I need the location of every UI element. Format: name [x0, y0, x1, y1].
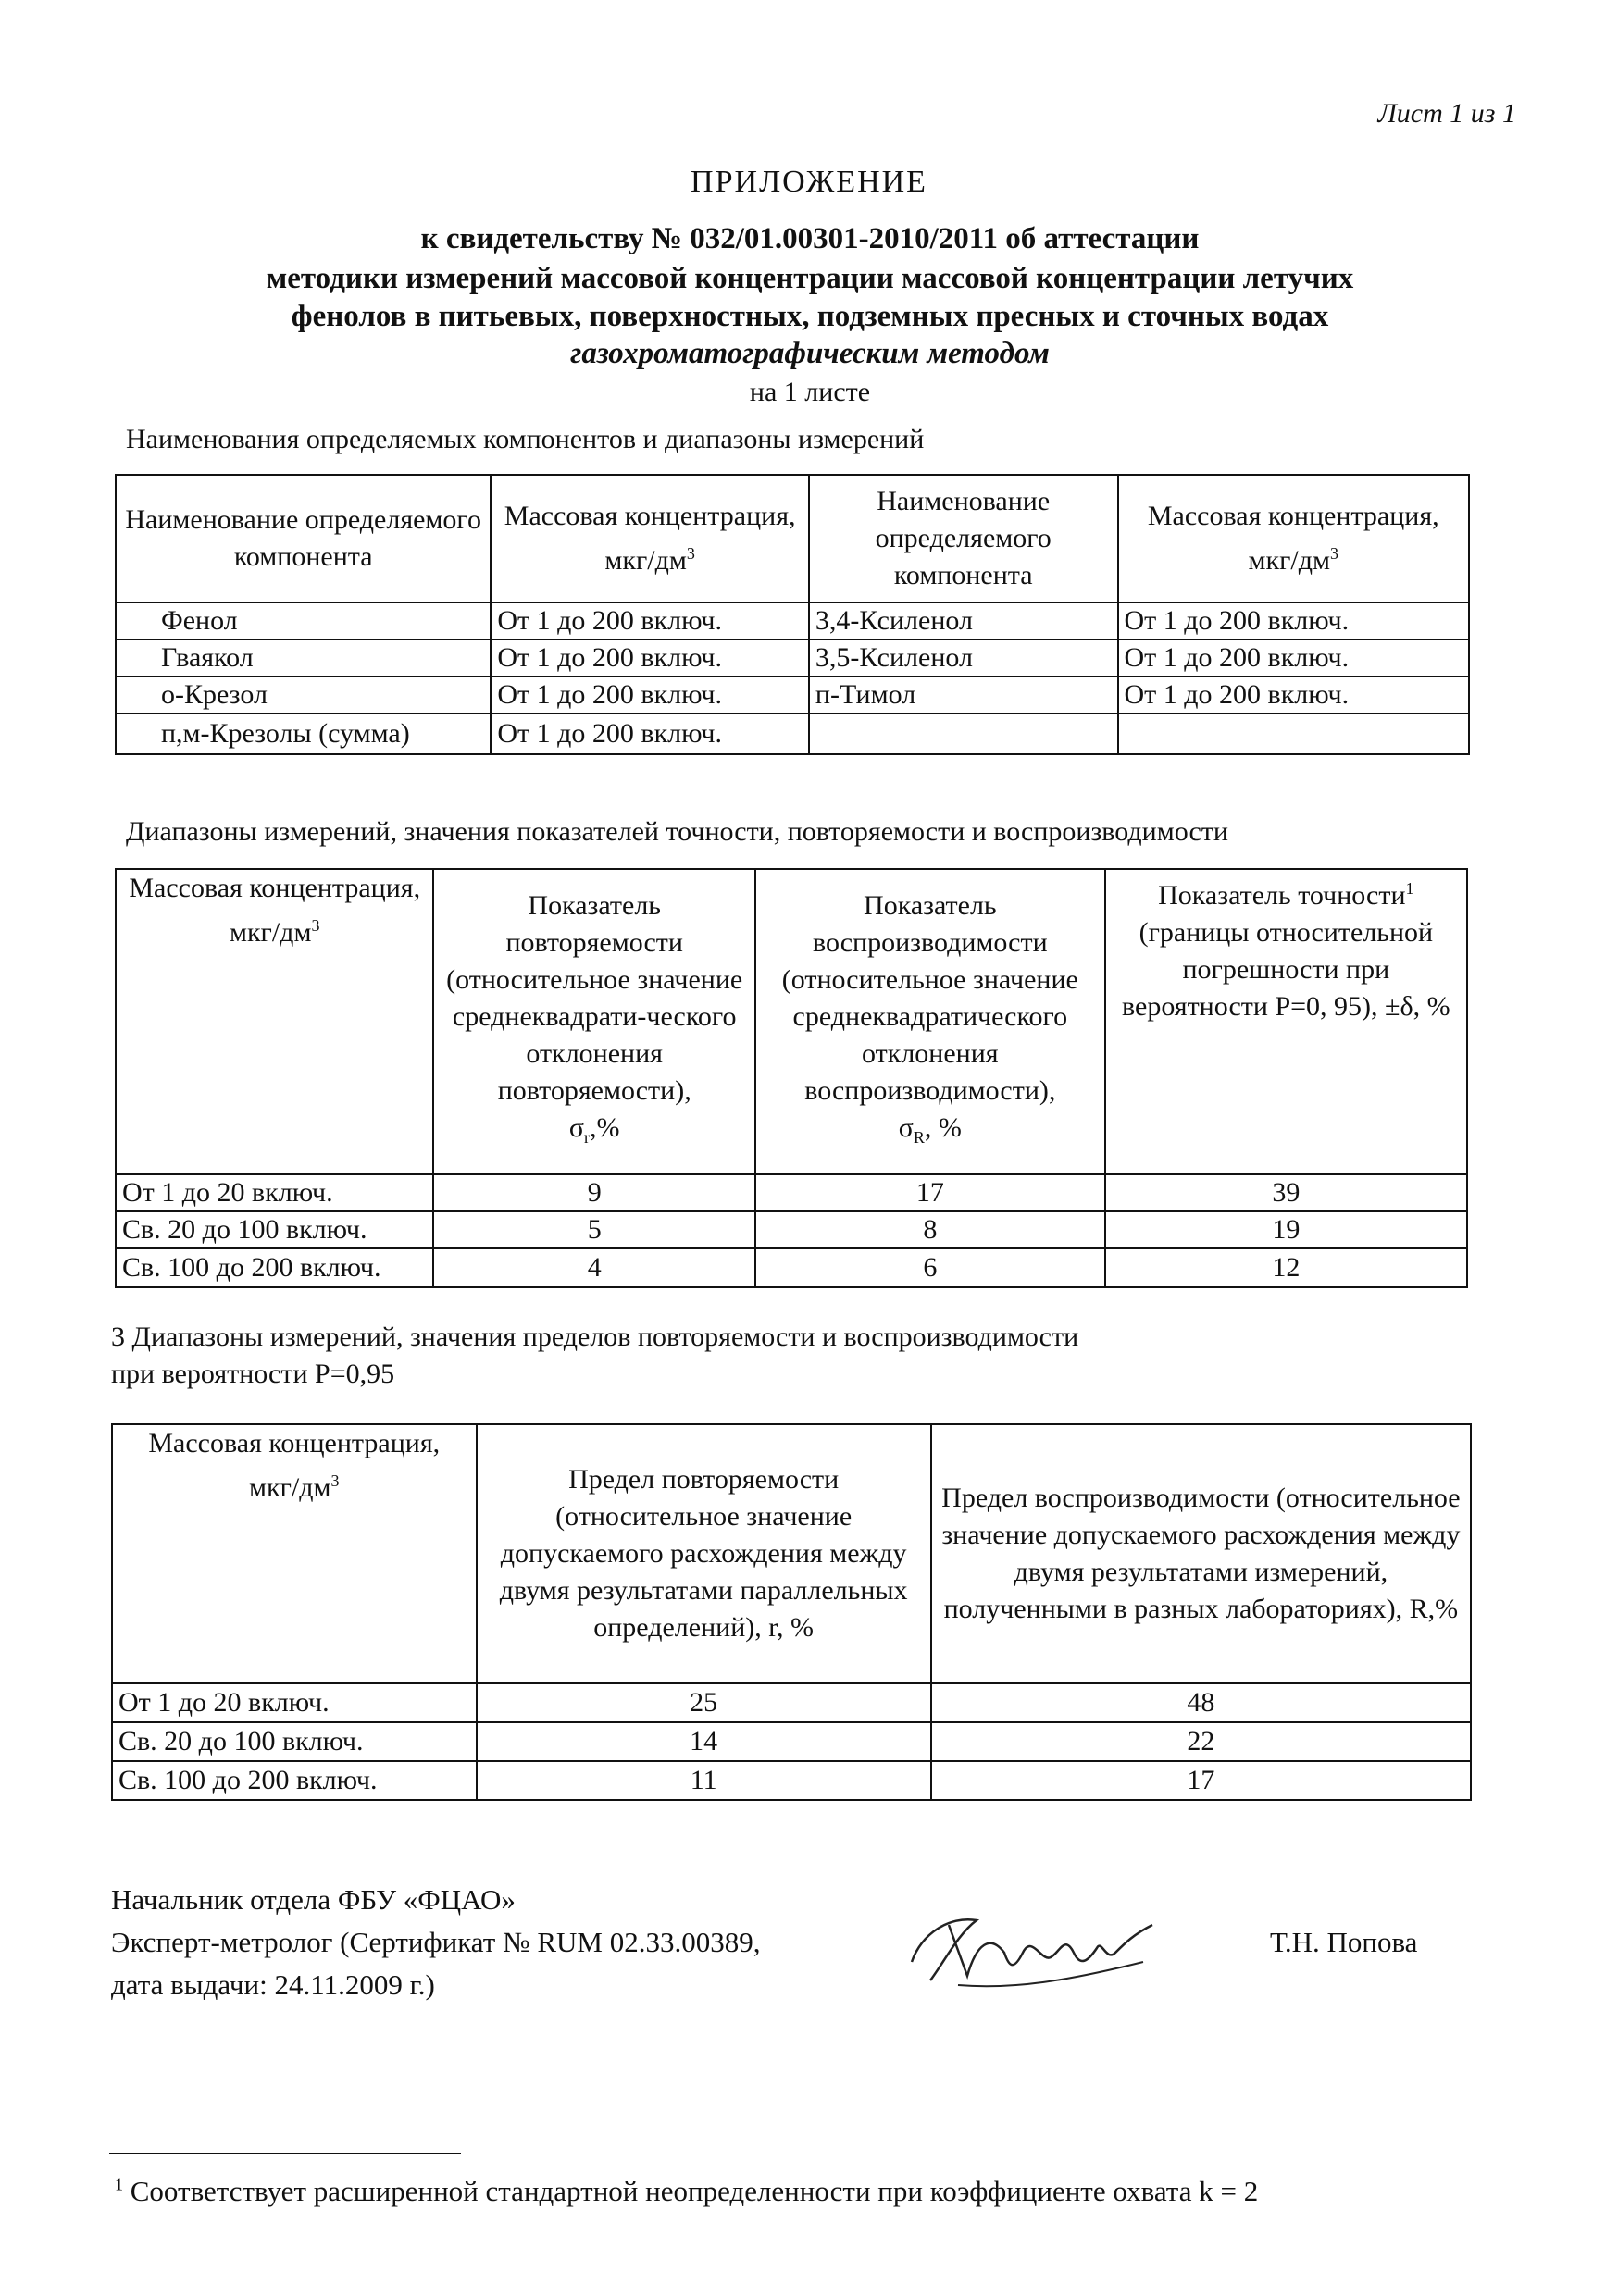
- footnote: [115, 2175, 1258, 2208]
- table-row: [116, 602, 1469, 639]
- table1-cell: 3,5-Ксиленол: [809, 639, 1118, 676]
- signer-issue-date: дата выдачи: 24.11.2009 г.): [111, 1968, 435, 2001]
- table2-header-row: [116, 869, 1467, 1174]
- table2-cell: 9: [433, 1174, 755, 1211]
- table-row: [112, 1722, 1471, 1761]
- table-row: [116, 639, 1469, 676]
- limits-table: [111, 1423, 1472, 1801]
- table-row: [112, 1761, 1471, 1800]
- table-row: [116, 676, 1469, 714]
- table3-caption-line-2: при вероятности Р=0,95: [111, 1359, 395, 1389]
- footnote-divider: [109, 2153, 461, 2154]
- table1-cell: От 1 до 200 включ.: [491, 714, 809, 754]
- table1-cell: п-Тимол: [809, 676, 1118, 714]
- table2-cell: 8: [755, 1211, 1105, 1248]
- header-pages: на 1 листе: [749, 377, 871, 407]
- table2-cell: 5: [433, 1211, 755, 1248]
- table1-cell: От 1 до 200 включ.: [1118, 639, 1469, 676]
- signer-name: Т.Н. Попова: [1270, 1926, 1418, 1958]
- table1-cell: От 1 до 200 включ.: [491, 602, 809, 639]
- table-row: [116, 1174, 1467, 1211]
- table3-cell: От 1 до 20 включ.: [112, 1683, 477, 1722]
- table1-cell: [1118, 714, 1469, 754]
- page-title: ПРИЛОЖЕНИЕ: [691, 165, 927, 199]
- table2-col-concentration: Массовая концентрация, мкг/$дм^3$: [116, 869, 433, 1174]
- table1-cell: п,м-Крезолы (сумма): [116, 714, 491, 754]
- table3-cell: 48: [931, 1683, 1471, 1722]
- handwritten-signature: [902, 1897, 1171, 1999]
- table3-col-concentration: Массовая концентрация, мкг/$дм^3$: [112, 1424, 477, 1683]
- table2-cell: 19: [1105, 1211, 1467, 1248]
- table1-cell: о-Крезол: [116, 676, 491, 714]
- table3-cell: 22: [931, 1722, 1471, 1761]
- signer-position: Начальник отдела ФБУ «ФЦАО»: [111, 1883, 516, 1916]
- table3-header-row: [112, 1424, 1471, 1683]
- table1-cell: 3,4-Ксиленол: [809, 602, 1118, 639]
- table1-col-component-2: Наименование определяемого компонента: [809, 475, 1118, 602]
- table2-caption: Диапазоны измерений, значения показателей точности, повторяемости и воспроизводимости: [126, 816, 1228, 847]
- table2-cell: От 1 до 20 включ.: [116, 1174, 433, 1211]
- signature-block: [111, 1879, 761, 2006]
- table2-col-reproducibility: Показатель воспроизводимости (относительное значение среднеквадратического отклонения воспроизводимости), $\sigma_R$, %: [755, 869, 1105, 1174]
- table2-cell: 12: [1105, 1248, 1467, 1287]
- footnote-mark: 1: [115, 2175, 123, 2194]
- table2-cell: 17: [755, 1174, 1105, 1211]
- table3-cell: 11: [477, 1761, 931, 1800]
- table-row: [116, 714, 1469, 754]
- table2-cell: Св. 100 до 200 включ.: [116, 1248, 433, 1287]
- table3-cell: 14: [477, 1722, 931, 1761]
- table1-col-component: Наименование определяемого компонента: [116, 475, 491, 602]
- table1-cell: [809, 714, 1118, 754]
- table1-cell: От 1 до 200 включ.: [1118, 676, 1469, 714]
- table1-header-row: [116, 475, 1469, 602]
- table1-caption: Наименования определяемых компонентов и диапазоны измерений: [126, 424, 925, 454]
- table3-cell: 25: [477, 1683, 931, 1722]
- sheet-number: Лист 1 из 1: [1377, 98, 1516, 129]
- table1-cell: От 1 до 200 включ.: [491, 639, 809, 676]
- table-row: [112, 1683, 1471, 1722]
- footnote-text: Соответствует расширенной стандартной неопределенности при коэффициенте охвата k = 2: [130, 2175, 1259, 2207]
- table1-cell: Гваякол: [116, 639, 491, 676]
- table1-cell: От 1 до 200 включ.: [1118, 602, 1469, 639]
- table1-cell: Фенол: [116, 602, 491, 639]
- table1-col-concentration-2: Массовая концентрация, мкг/$дм^3$: [1118, 475, 1469, 602]
- table1-col-concentration: Массовая концентрация, мкг/$дм^3$: [491, 475, 809, 602]
- table3-cell: Св. 100 до 200 включ.: [112, 1761, 477, 1800]
- header-line-2: методики измерений массовой концентрации массовой концентрации летучих: [266, 262, 1354, 295]
- table3-caption-line-1: 3 Диапазоны измерений, значения пределов повторяемости и воспроизводимости: [111, 1322, 1079, 1352]
- table3-col-repeatability-limit: Предел повторяемости (относительное значение допускаемого расхождения между двумя результатами параллельных определений), r, %: [477, 1424, 931, 1683]
- table2-cell: 6: [755, 1248, 1105, 1287]
- table2-cell: Св. 20 до 100 включ.: [116, 1211, 433, 1248]
- table3-cell: 17: [931, 1761, 1471, 1800]
- table2-col-repeatability: Показатель повторяемости (относительное значение среднеквадрати-ческого отклонения повторяемости), $\sigma_r,\%$: [433, 869, 755, 1174]
- table3-col-reproducibility-limit: Предел воспроизводимости (относительное значение допускаемого расхождения между двумя результатами измерений, полученными в разных лабораториях), R,%: [931, 1424, 1471, 1683]
- table2-cell: 4: [433, 1248, 755, 1287]
- header-method: газохроматографическим методом: [570, 337, 1050, 370]
- table2-cell: 39: [1105, 1174, 1467, 1211]
- table3-cell: Св. 20 до 100 включ.: [112, 1722, 477, 1761]
- signer-certificate: Эксперт-метролог (Сертификат № RUM 02.33.00389,: [111, 1926, 761, 1958]
- table-row: [116, 1211, 1467, 1248]
- accuracy-table: [115, 868, 1468, 1288]
- table2-col-accuracy: Показатель точности$^1$ (границы относительной погрешности при вероятности Р=0, 95), ±δ, %: [1105, 869, 1467, 1174]
- table1-cell: От 1 до 200 включ.: [491, 676, 809, 714]
- table-row: [116, 1248, 1467, 1287]
- header-line-3: фенолов в питьевых, поверхностных, подземных пресных и сточных водах: [291, 300, 1329, 333]
- header-line-1: к свидетельству № 032/01.00301-2010/2011 об аттестации: [420, 222, 1200, 255]
- components-table: [115, 474, 1470, 755]
